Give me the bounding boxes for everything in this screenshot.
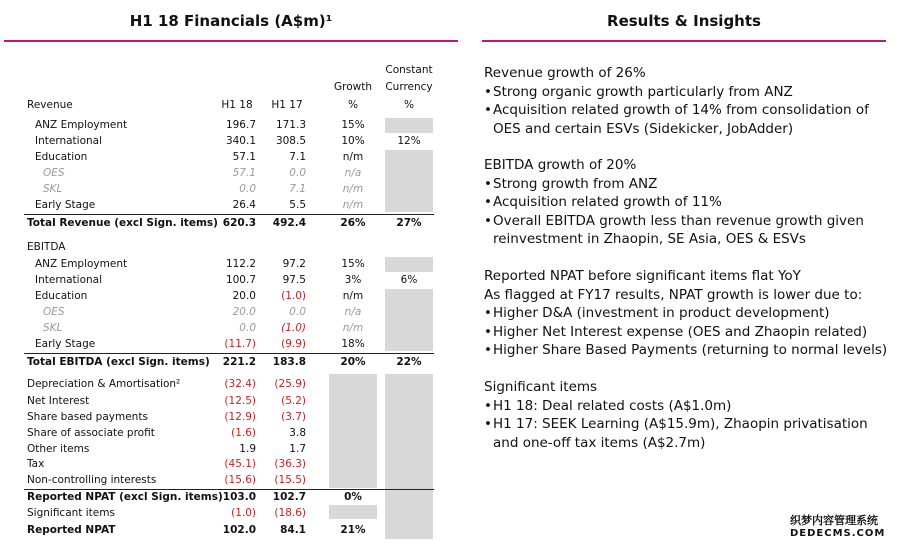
value-growth: n/m	[342, 151, 364, 163]
table-row	[0, 376, 460, 392]
title-divider-left	[4, 40, 458, 42]
table-row	[0, 336, 460, 352]
insight-bullet: • Strong growth from ANZ	[484, 175, 864, 194]
table-row	[0, 304, 460, 320]
value-h1-18: (1.0)	[231, 507, 256, 519]
insight-bullet: • Higher D&A (investment in product development)	[484, 304, 887, 323]
insight-ebitda	[484, 156, 864, 249]
value-cc: 27%	[396, 217, 422, 229]
insight-continuation: reinvestment in Zhaopin, SE Asia, OES & ESVs	[493, 231, 806, 247]
table-row	[0, 288, 460, 304]
value-h1-17: (5.2)	[281, 395, 306, 407]
ebitda-header: EBITDA	[27, 241, 66, 253]
insight-bullet: • Higher Share Based Payments (returning to normal levels)	[484, 341, 887, 360]
insight-continuation: OES and certain ESVs (Sidekicker, JobAdder)	[493, 120, 794, 137]
row-label: Early Stage	[35, 199, 96, 211]
row-label: International	[35, 135, 103, 147]
value-h1-18: 57.1	[232, 167, 256, 179]
insight-significant	[484, 378, 868, 452]
value-h1-18: (12.5)	[224, 395, 256, 407]
value-h1-18: 620.3	[222, 217, 256, 229]
insight-bullet: • Higher Net Interest expense (OES and Zhaopin related)	[484, 323, 887, 342]
value-h1-18: 103.0	[222, 491, 256, 503]
insight-heading: Reported NPAT before significant items flat YoY	[484, 268, 801, 284]
table-row	[0, 472, 460, 488]
table-row	[0, 197, 460, 213]
insight-bullet: • H1 18: Deal related costs (A$1.0m)	[484, 397, 868, 416]
insight-revenue	[484, 64, 869, 138]
insight-heading: Significant items	[484, 379, 598, 395]
value-growth: 26%	[340, 217, 366, 229]
row-label: Share of associate profit	[27, 427, 155, 439]
insight-heading: EBITDA growth of 20%	[484, 157, 637, 173]
watermark-text: 织梦内容管理系统	[790, 514, 878, 527]
value-h1-18: 0.0	[239, 322, 256, 334]
value-growth: n/m	[342, 199, 364, 211]
value-h1-17: 0.0	[289, 306, 306, 318]
insights-title: Results & Insights	[607, 12, 761, 30]
row-label: Other items	[27, 443, 90, 455]
table-row	[0, 256, 460, 272]
value-h1-18: 221.2	[222, 356, 256, 368]
value-h1-18: 100.7	[225, 274, 256, 286]
row-label: OES	[43, 306, 65, 318]
value-h1-18: (12.9)	[224, 411, 256, 423]
value-h1-18: 102.0	[222, 524, 256, 536]
row-label: Early Stage	[35, 338, 96, 350]
insight-bullet: • Overall EBITDA growth less than revenue growth given	[484, 212, 864, 231]
row-label: Total Revenue (excl Sign. items)	[27, 217, 218, 229]
value-h1-17: 171.3	[275, 119, 306, 131]
value-h1-17: (1.0)	[281, 322, 306, 334]
row-label: Net Interest	[27, 395, 90, 407]
table-row	[0, 181, 460, 197]
value-h1-17: (9.9)	[281, 338, 306, 350]
row-label: Total EBITDA (excl Sign. items)	[27, 356, 210, 368]
table-row	[0, 393, 460, 409]
value-h1-18: 340.1	[225, 135, 256, 147]
col-h1-18: H1 18	[221, 99, 253, 111]
value-growth: n/a	[344, 167, 362, 179]
value-h1-18: (45.1)	[224, 458, 256, 470]
row-label: OES	[43, 167, 65, 179]
row-label: Education	[35, 290, 88, 302]
value-h1-17: (18.6)	[274, 507, 306, 519]
table-row	[0, 409, 460, 425]
row-label: Non-controlling interests	[27, 474, 157, 486]
insight-npat	[484, 267, 887, 360]
value-h1-17: 183.8	[272, 356, 306, 368]
value-h1-18: 26.4	[232, 199, 256, 211]
value-h1-17: 7.1	[289, 183, 306, 195]
table-row	[0, 117, 460, 133]
financials-title: H1 18 Financials (A$m)¹	[129, 12, 333, 30]
revenue-header: Revenue	[27, 99, 73, 111]
value-h1-18: 20.0	[232, 306, 256, 318]
col-h1-17: H1 17	[271, 99, 303, 111]
value-growth: n/m	[342, 322, 364, 334]
col-growth-top: Growth	[333, 81, 372, 93]
row-label: ANZ Employment	[35, 258, 128, 270]
row-label: Depreciation & Amortisation²	[27, 378, 181, 390]
value-growth: 10%	[341, 135, 365, 147]
row-label: Reported NPAT (excl Sign. items)	[27, 491, 223, 503]
value-cc: 22%	[396, 356, 422, 368]
value-cc: 12%	[397, 135, 421, 147]
value-h1-18: 112.2	[225, 258, 256, 270]
value-growth: 0%	[344, 491, 362, 503]
value-h1-18: (1.6)	[231, 427, 256, 439]
value-h1-17: (15.5)	[274, 474, 306, 486]
value-growth: n/m	[342, 183, 364, 195]
row-label: Significant items	[27, 507, 115, 519]
value-h1-18: (15.6)	[224, 474, 256, 486]
table-row	[0, 456, 460, 472]
value-h1-17: 5.5	[289, 199, 306, 211]
value-h1-17: 308.5	[275, 135, 306, 147]
value-growth: 20%	[340, 356, 366, 368]
insight-bullet: • H1 17: SEEK Learning (A$15.9m), Zhaopin privatisation	[484, 415, 868, 434]
value-h1-17: (25.9)	[274, 378, 306, 390]
watermark-url: DEDECMS.COM	[790, 528, 886, 539]
insight-text: As flagged at FY17 results, NPAT growth is lower due to:	[484, 286, 863, 303]
value-h1-18: 0.0	[239, 183, 256, 195]
value-h1-18: 1.9	[239, 443, 256, 455]
value-growth: 15%	[341, 119, 365, 131]
value-h1-18: (11.7)	[224, 338, 256, 350]
value-h1-18: (32.4)	[224, 378, 256, 390]
table-row	[0, 441, 460, 457]
value-h1-17: (1.0)	[281, 290, 306, 302]
total-revenue-row	[0, 215, 460, 231]
value-h1-17: 84.1	[280, 524, 306, 536]
insight-bullet: • Strong organic growth particularly from ANZ	[484, 83, 869, 102]
table-row	[0, 320, 460, 336]
col-cc-bottom: %	[404, 99, 414, 111]
value-h1-17: (3.7)	[281, 411, 306, 423]
value-h1-17: 3.8	[289, 427, 306, 439]
row-label: Share based payments	[27, 411, 148, 423]
value-h1-17: 7.1	[289, 151, 306, 163]
row-label: ANZ Employment	[35, 119, 128, 131]
value-h1-18: 20.0	[232, 290, 256, 302]
insight-heading: Revenue growth of 26%	[484, 65, 646, 81]
row-label: SKL	[43, 183, 63, 195]
insight-bullet: • Acquisition related growth of 14% from consolidation of	[484, 101, 869, 120]
ebitda-header-row	[0, 239, 460, 255]
insight-continuation: and one-off tax items (A$2.7m)	[493, 434, 706, 451]
row-label: Reported NPAT	[27, 524, 116, 536]
row-label: International	[35, 274, 103, 286]
value-h1-17: 0.0	[289, 167, 306, 179]
table-row	[0, 133, 460, 149]
reported-npat-row	[0, 522, 460, 538]
table-row	[0, 165, 460, 181]
total-ebitda-row	[0, 354, 460, 370]
npat-excl-row	[0, 489, 460, 505]
revenue-header-row	[0, 97, 460, 113]
value-growth: 18%	[341, 338, 365, 350]
value-h1-17: 492.4	[272, 217, 306, 229]
value-h1-17: 102.7	[272, 491, 306, 503]
row-label: Education	[35, 151, 88, 163]
value-growth: 21%	[340, 524, 366, 536]
row-label: SKL	[43, 322, 63, 334]
row-label: Tax	[27, 458, 45, 470]
title-divider-right	[482, 40, 886, 42]
value-growth: n/m	[342, 290, 364, 302]
value-h1-18: 196.7	[225, 119, 256, 131]
value-growth: n/a	[344, 306, 362, 318]
table-row	[0, 505, 460, 521]
value-h1-17: 1.7	[289, 443, 306, 455]
table-row	[0, 425, 460, 441]
col-cc-top1: Constant	[385, 64, 433, 76]
value-h1-17: (36.3)	[274, 458, 306, 470]
value-h1-17: 97.5	[282, 274, 306, 286]
value-h1-17: 97.2	[282, 258, 306, 270]
table-row	[0, 149, 460, 165]
value-h1-18: 57.1	[232, 151, 256, 163]
value-cc: 6%	[400, 274, 418, 286]
table-row	[0, 272, 460, 288]
value-growth: 15%	[341, 258, 365, 270]
value-growth: 3%	[344, 274, 362, 286]
insight-bullet: • Acquisition related growth of 11%	[484, 193, 864, 212]
col-growth-bottom: %	[348, 99, 358, 111]
col-cc-top2: Currency	[385, 81, 433, 93]
